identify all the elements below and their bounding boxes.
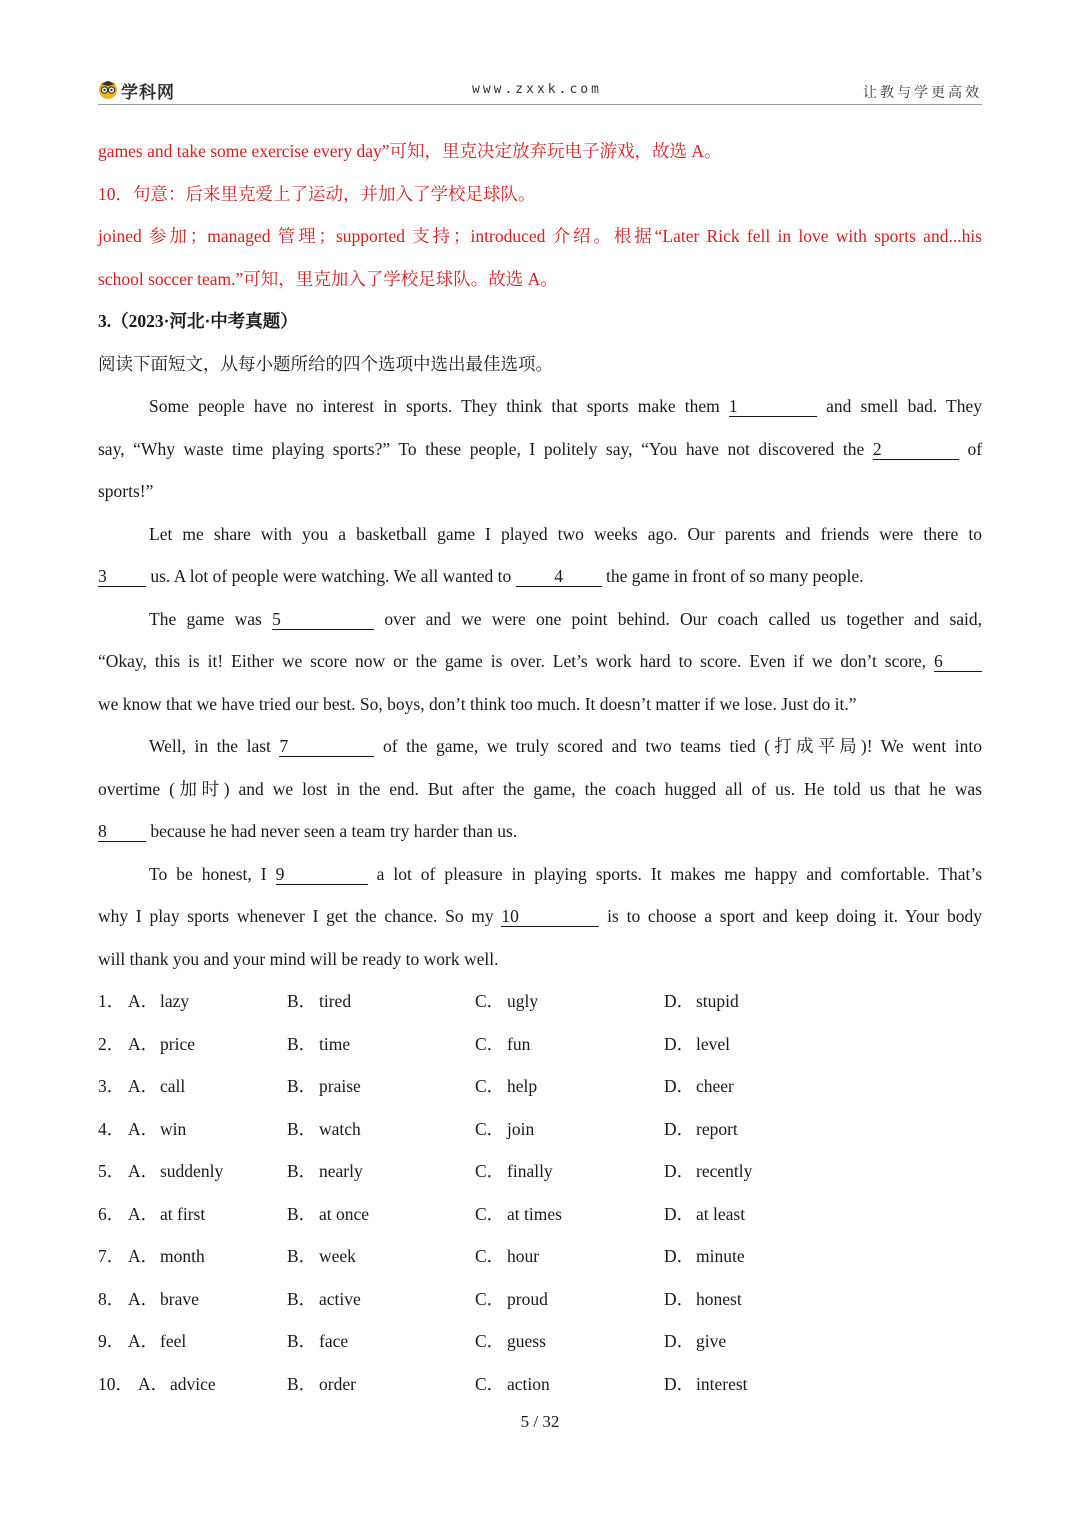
option-d: D． at least bbox=[664, 1203, 746, 1224]
option-a: A． month bbox=[128, 1246, 205, 1266]
passage-text: why I play sports whenever I get the chance. So my bbox=[98, 906, 494, 926]
option-a: A． suddenly bbox=[128, 1161, 224, 1181]
passage-text: To be honest, I bbox=[149, 863, 267, 884]
option-row bbox=[98, 1278, 982, 1321]
question-instruction: 阅读下面短文，从每小题所给的四个选项中选出最佳选项。 bbox=[98, 353, 553, 374]
option-c: C． join bbox=[475, 1118, 535, 1139]
blank-2: 2 bbox=[873, 439, 959, 460]
option-b: B． tired bbox=[287, 991, 352, 1011]
question-number: 8． bbox=[98, 1288, 125, 1309]
option-c: C． action bbox=[475, 1373, 550, 1394]
passage-line: will thank you and your mind will be ready to work well. bbox=[98, 948, 499, 969]
question-number: 9． bbox=[98, 1331, 125, 1351]
option-c: C． help bbox=[475, 1076, 538, 1096]
passage-text: The game was bbox=[149, 608, 262, 629]
options-list bbox=[98, 980, 982, 1405]
question-number: 3． bbox=[98, 1076, 125, 1096]
option-row bbox=[98, 1235, 982, 1278]
option-row bbox=[98, 1150, 982, 1193]
passage-line: sports!” bbox=[98, 481, 154, 501]
option-b: B． face bbox=[287, 1331, 349, 1351]
question-number: 5． bbox=[98, 1161, 125, 1181]
option-b: B． watch bbox=[287, 1118, 361, 1139]
passage-line bbox=[98, 895, 982, 938]
passage-text: because he had never seen a team try harder than us. bbox=[150, 821, 518, 841]
question-number: 1． bbox=[98, 991, 125, 1011]
option-b: B． active bbox=[287, 1288, 361, 1309]
passage-text: the game in front of so many people. bbox=[605, 566, 864, 586]
logo-text: 学科网 bbox=[121, 82, 175, 103]
passage-line bbox=[98, 598, 982, 641]
document-body bbox=[98, 130, 982, 1405]
passage-line bbox=[98, 428, 982, 471]
page-number: 5 / 32 bbox=[520, 1412, 560, 1431]
option-a: A． brave bbox=[128, 1288, 199, 1309]
page-header bbox=[98, 74, 982, 105]
question-number: 6． bbox=[98, 1203, 125, 1224]
option-a: A． advice bbox=[138, 1373, 216, 1394]
passage-line bbox=[98, 810, 982, 853]
passage-text: of bbox=[967, 438, 983, 459]
option-b: B． order bbox=[287, 1373, 356, 1394]
option-b: B． nearly bbox=[287, 1161, 363, 1181]
passage-text: over and we were one point behind. Our coach called us together and said, bbox=[384, 608, 983, 629]
passage-line: we know that we have tried our best. So, boys, don’t think too much. It doesn’t matter if we lose. Just do it.” bbox=[98, 693, 857, 714]
answer-note-line: 10．句意：后来里克爱上了运动，并加入了学校足球队。 bbox=[98, 183, 536, 204]
passage-text: “Okay, this is it! Either we score now or the game is over. Let’s work hard to score. Even if we don’t score, bbox=[98, 651, 927, 671]
option-d: D． stupid bbox=[664, 991, 739, 1011]
option-a: A． win bbox=[128, 1118, 187, 1139]
passage-line bbox=[98, 640, 982, 683]
logo bbox=[98, 78, 175, 102]
passage-line bbox=[98, 725, 982, 768]
question-number: 10． bbox=[98, 1373, 133, 1394]
blank-8: 8 bbox=[98, 821, 146, 842]
passage-line: overtime (加时) and we lost in the end. But after the game, the coach hugged all of us. He told us that he was bbox=[98, 778, 982, 799]
option-c: C． at times bbox=[475, 1203, 562, 1224]
blank-3: 3 bbox=[98, 566, 146, 587]
option-c: C． ugly bbox=[475, 991, 539, 1011]
site-url: www.zxxk.com bbox=[472, 82, 602, 97]
option-b: B． time bbox=[287, 1033, 351, 1054]
option-d: D． minute bbox=[664, 1246, 745, 1266]
passage-line bbox=[98, 555, 982, 598]
question-number: 7． bbox=[98, 1246, 125, 1266]
option-d: D． level bbox=[664, 1033, 731, 1054]
option-c: C． finally bbox=[475, 1161, 553, 1181]
passage-text: and smell bad. They bbox=[826, 396, 983, 416]
option-row bbox=[98, 1320, 982, 1363]
option-row bbox=[98, 1363, 982, 1406]
passage-text: Some people have no interest in sports. They think that sports make them bbox=[149, 396, 720, 416]
option-d: D． interest bbox=[664, 1373, 748, 1394]
option-a: A． feel bbox=[128, 1331, 187, 1351]
blank-7: 7 bbox=[279, 736, 374, 757]
option-d: D． cheer bbox=[664, 1076, 734, 1096]
passage-line bbox=[98, 853, 982, 896]
passage-text: is to choose a sport and keep doing it. Your body bbox=[607, 906, 983, 926]
option-d: D． honest bbox=[664, 1288, 742, 1309]
question-number: 2． bbox=[98, 1033, 125, 1054]
passage-text: say, “Why waste time playing sports?” To these people, I politely say, “You have not discovered the bbox=[98, 438, 865, 459]
question-heading: 3.（2023·河北·中考真题） bbox=[98, 311, 298, 331]
option-b: B． week bbox=[287, 1246, 356, 1266]
option-a: A． lazy bbox=[128, 991, 190, 1011]
option-c: C． hour bbox=[475, 1246, 540, 1266]
logo-owl-icon bbox=[98, 80, 118, 100]
option-d: D． report bbox=[664, 1118, 738, 1139]
passage-line: Let me share with you a basketball game I played two weeks ago. Our parents and friends were there to bbox=[149, 523, 982, 544]
question-number: 4． bbox=[98, 1118, 125, 1139]
header-slogan: 让教与学更高效 bbox=[863, 85, 982, 101]
option-c: C． proud bbox=[475, 1288, 548, 1309]
option-d: D． give bbox=[664, 1331, 727, 1351]
option-b: B． praise bbox=[287, 1076, 361, 1096]
answer-note-line: joined 参加；managed 管理；supported 支持；introduced 介绍。根据“Later Rick fell in love with sports and...his bbox=[98, 226, 982, 246]
option-row bbox=[98, 1065, 982, 1108]
answer-note-line: games and take some exercise every day”可知，里克决定放弃玩电子游戏，故选 A。 bbox=[98, 141, 722, 161]
option-a: A． price bbox=[128, 1033, 195, 1054]
passage-text: us. A lot of people were watching. We all wanted to bbox=[150, 566, 512, 586]
blank-9: 9 bbox=[276, 864, 368, 885]
passage-text: of the game, we truly scored and two teams tied (打成平局)! We went into bbox=[382, 736, 983, 756]
answer-note-line: school soccer team.”可知，里克加入了学校足球队。故选 A。 bbox=[98, 268, 558, 289]
option-a: A． call bbox=[128, 1076, 186, 1096]
passage-line bbox=[98, 385, 982, 428]
passage-text: a lot of pleasure in playing sports. It makes me happy and comfortable. That’s bbox=[376, 863, 983, 884]
blank-1: 1 bbox=[729, 396, 817, 417]
blank-10: 10 bbox=[501, 906, 599, 927]
passage-text: Well, in the last bbox=[149, 736, 271, 756]
option-row bbox=[98, 1193, 982, 1236]
option-b: B． at once bbox=[287, 1203, 370, 1224]
option-c: C． guess bbox=[475, 1331, 546, 1351]
blank-4: 4 bbox=[516, 566, 602, 587]
option-row bbox=[98, 1108, 982, 1151]
option-a: A． at first bbox=[128, 1203, 206, 1224]
option-row bbox=[98, 980, 982, 1023]
blank-5: 5 bbox=[272, 609, 374, 630]
blank-6: 6 bbox=[934, 651, 982, 672]
option-row bbox=[98, 1023, 982, 1066]
option-c: C． fun bbox=[475, 1033, 531, 1054]
option-d: D． recently bbox=[664, 1161, 753, 1181]
